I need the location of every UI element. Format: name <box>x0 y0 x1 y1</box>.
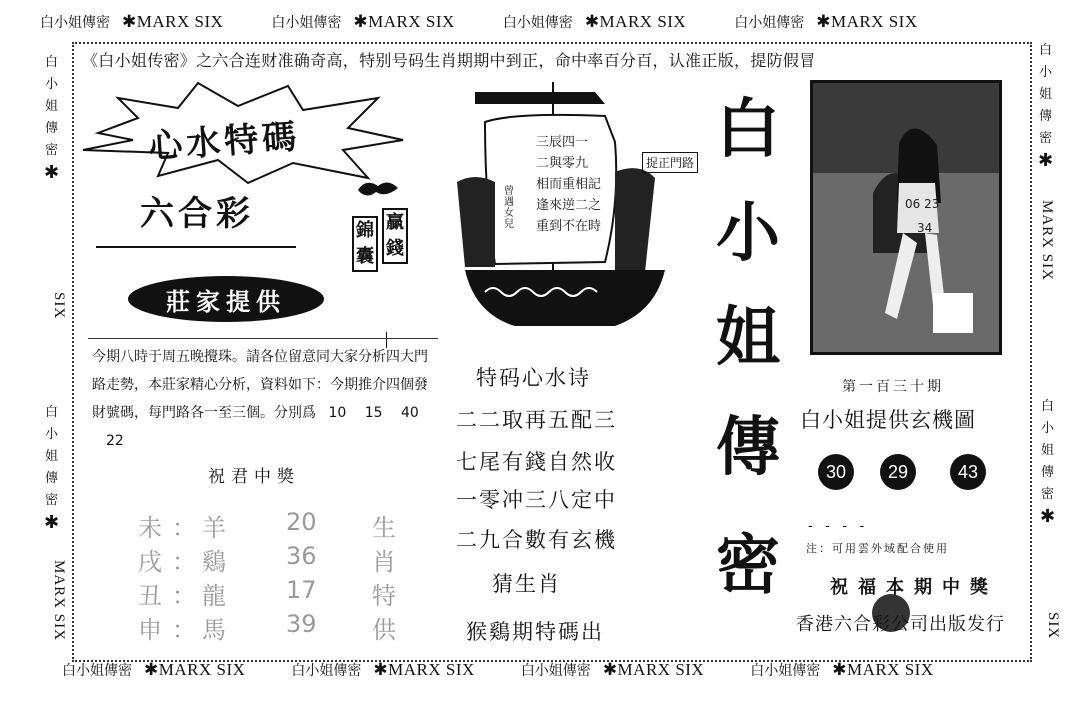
paragraph-text: 今期八時于周五晚攪珠。請各位留意同大家分析四大門路走勢，本莊家精心分析，資料如下：今期推介四個發財號碼，每門路各一至三個。分別爲 <box>92 349 428 421</box>
footer-strip-title: 白小姐傳密 <box>750 663 821 679</box>
grid-cell: 17 <box>286 576 317 604</box>
sail-line: 逢來逆二之 <box>536 198 602 213</box>
wish-right: 祝福本期中獎 <box>830 577 998 598</box>
intro-text: 《白小姐传密》之六合连财准确奇高，特别号码生肖期期中到正，命中率百分百，认准正版，提防假冒 <box>82 51 816 70</box>
left-side-strip-lower <box>44 402 59 534</box>
pick-number: 10 <box>328 405 347 421</box>
header-strip-title: 白小姐傳密 <box>734 15 805 31</box>
pick-number: 22 <box>106 433 124 449</box>
main-title-char: 白 <box>716 92 780 167</box>
footer-strip-title: 白小姐傳密 <box>520 663 591 679</box>
right-side-six: SIX <box>1045 612 1061 640</box>
photo <box>810 80 1002 355</box>
footer-strip-marx: ✱MARX SIX <box>373 660 475 679</box>
grid-cell: 生 <box>372 514 396 542</box>
footer-strip-marx: ✱MARX SIX <box>144 660 246 679</box>
issue-number: 第一百三十期 <box>842 379 944 395</box>
main-title-char: 姐 <box>716 300 780 375</box>
footer-strip-title: 白小姐傳密 <box>62 663 132 679</box>
poem-line: 一零冲三八定中 <box>456 488 617 512</box>
header-strip-marx: ✱MARX SIX <box>816 12 918 31</box>
sail-line: 二與零九 <box>536 156 589 171</box>
side-char: 白 <box>1039 43 1053 58</box>
footer-strip-title: 白小姐傳密 <box>291 663 362 679</box>
grid-cell: 肖 <box>372 548 396 576</box>
chip-yingqian <box>382 208 408 264</box>
side-char: 姐 <box>1041 443 1055 458</box>
sail-text <box>536 132 601 237</box>
sail-line: 相而重相記 <box>536 177 602 192</box>
side-char: 小 <box>1039 65 1053 80</box>
header-strip-marx: ✱MARX SIX <box>353 12 455 31</box>
grid-cell: 20 <box>286 508 317 536</box>
side-char: 白 <box>45 405 59 420</box>
photo-number: 06 23 <box>905 197 940 211</box>
number-ball: 30 <box>818 454 854 490</box>
side-char: 密 <box>1041 487 1055 502</box>
left-side-marx-six: MARX SIX <box>51 560 67 641</box>
grid-cell: 特 <box>372 582 396 610</box>
grid-cell: 龍 <box>202 582 226 610</box>
side-char: 傳 <box>1039 109 1053 124</box>
publisher-text: 香港六合彩公司出版发行 <box>796 614 1005 635</box>
header-strip <box>40 12 918 32</box>
number-ball: 43 <box>950 454 986 490</box>
grid-cell: 丑 <box>138 582 162 610</box>
grid-cell: ： <box>172 582 196 610</box>
poem-line: 二二取再五配三 <box>456 408 617 432</box>
chip-yingqian-label: 贏錢 <box>386 212 404 259</box>
header-strip-title: 白小姐傳密 <box>271 15 342 31</box>
grid-cell: 馬 <box>202 616 226 644</box>
side-char: 小 <box>45 77 59 92</box>
photo-image <box>813 83 999 352</box>
poem-answer: 猴鷄期特碼出 <box>466 620 604 644</box>
grid-cell: 申 <box>138 616 162 644</box>
divider: - - - - <box>808 518 869 534</box>
wish-text: 祝君中獎 <box>208 467 300 487</box>
right-side-marx-six: MARX SIX <box>1039 200 1055 281</box>
paragraph-block <box>92 343 437 455</box>
grid-cell: ： <box>172 616 196 644</box>
poem-title: 特码心水诗 <box>476 366 591 390</box>
side-char: 白 <box>45 55 59 70</box>
star-icon: ✱ <box>1038 150 1054 171</box>
left-side-strip <box>44 52 59 184</box>
poem-line: 二九合數有玄機 <box>456 528 617 552</box>
main-title-char: 密 <box>716 528 780 603</box>
star-icon: ✱ <box>1040 506 1056 527</box>
zhengmen-sign: 捉正門路 <box>642 152 698 173</box>
pick-number: 40 <box>401 405 419 421</box>
header-strip-marx: ✱MARX SIX <box>584 12 687 31</box>
fan-text: 曾遇女兒 <box>504 186 514 230</box>
footer-strip <box>62 660 934 680</box>
grid-cell: 39 <box>286 610 317 638</box>
side-char: 小 <box>1041 421 1055 436</box>
sail-line: 重到不在時 <box>536 219 602 234</box>
grid-cell: 36 <box>286 542 317 570</box>
header-strip-title: 白小姐傳密 <box>40 15 110 31</box>
grid-cell: 鷄 <box>202 548 226 576</box>
side-char: 傳 <box>45 121 59 136</box>
side-char: 密 <box>45 493 59 508</box>
side-char: 密 <box>45 143 59 158</box>
side-char: 傳 <box>45 471 59 486</box>
right-side-strip <box>1038 40 1053 172</box>
right-side-strip-lower <box>1040 396 1055 528</box>
provider-badge: 莊家提供 <box>128 276 324 322</box>
dragon-icon <box>356 176 400 202</box>
main-title-char: 小 <box>716 196 780 271</box>
chip-jinnang-label: 錦囊 <box>356 220 374 267</box>
side-char: 姐 <box>45 99 59 114</box>
footer-strip-marx: ✱MARX SIX <box>602 660 705 679</box>
grid-cell: 戌 <box>138 548 162 576</box>
poem-guess: 猜生肖 <box>492 572 561 596</box>
side-char: 白 <box>1041 399 1055 414</box>
left-side-six: SIX <box>51 292 67 320</box>
main-title-char: 傳 <box>716 410 780 485</box>
pick-number: 15 <box>364 405 383 421</box>
header-strip-marx: ✱MARX SIX <box>122 12 224 31</box>
chip-jinnang <box>352 216 378 272</box>
note-text: 注：可用雲外域配合使用 <box>806 542 949 555</box>
side-char: 姐 <box>45 449 59 464</box>
photo-number: 34 <box>917 221 933 235</box>
sail-line: 三辰四一 <box>536 135 589 150</box>
xinshui-title: 心水特碼 <box>147 116 302 168</box>
liuhecai-title: 六合彩 <box>140 194 254 234</box>
number-ball: 29 <box>880 454 916 490</box>
grid-cell: 未 <box>138 514 162 542</box>
grid-cell: ： <box>172 548 196 576</box>
header-strip-title: 白小姐傳密 <box>502 15 573 31</box>
footer-strip-marx: ✱MARX SIX <box>832 660 934 679</box>
divider <box>96 246 296 248</box>
grid-cell: 羊 <box>202 514 226 542</box>
poem-line: 七尾有錢自然收 <box>456 450 617 474</box>
side-char: 傳 <box>1041 465 1055 480</box>
star-icon: ✱ <box>44 512 60 533</box>
side-char: 小 <box>45 427 59 442</box>
grid-cell: 供 <box>372 616 396 644</box>
chart-title: 白小姐提供玄機圖 <box>800 408 976 432</box>
side-char: 密 <box>1039 131 1053 146</box>
grid-cell: ： <box>172 514 196 542</box>
star-icon: ✱ <box>44 162 60 183</box>
side-char: 姐 <box>1039 87 1053 102</box>
